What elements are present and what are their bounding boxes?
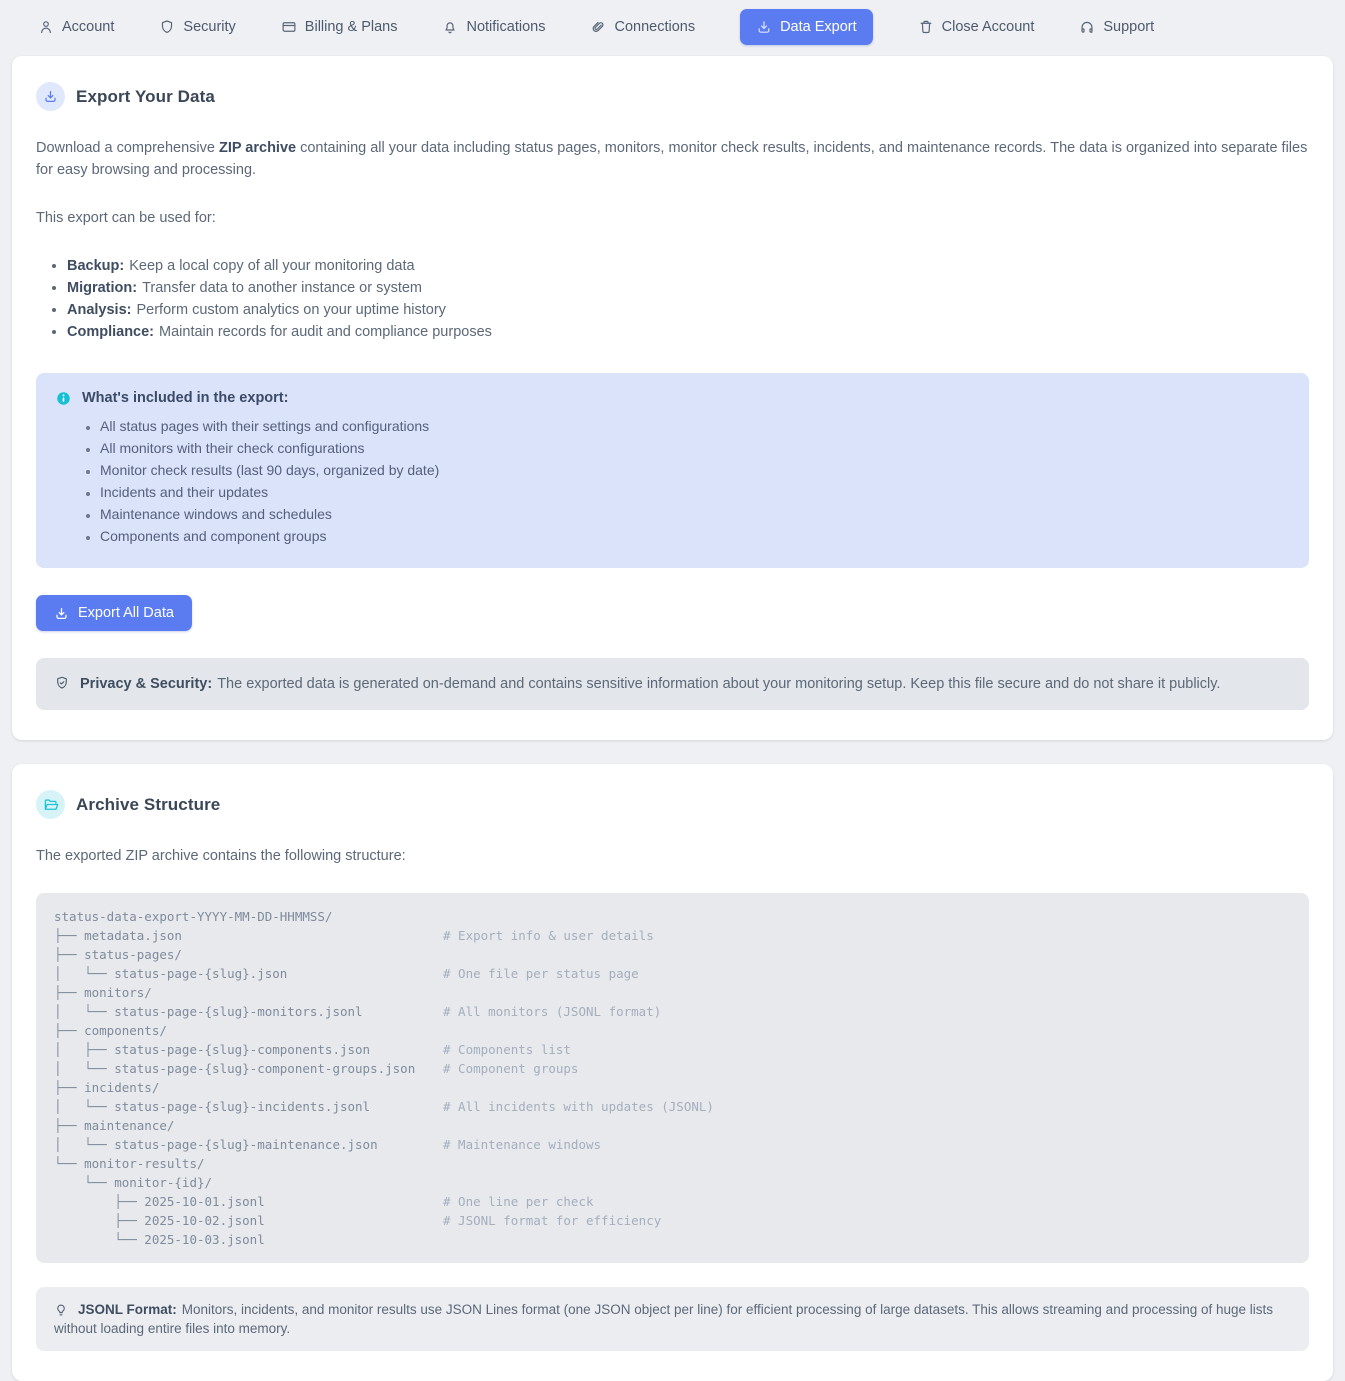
tree-line: ├── incidents/ — [54, 1080, 160, 1095]
included-items-list — [56, 415, 1289, 547]
tab-label: Security — [183, 19, 236, 35]
tab-account[interactable] — [38, 19, 114, 35]
tree-line: status-data-export-YYYY-MM-DD-HHMMSS/ — [54, 909, 333, 924]
tree-line: │ └── status-page-{slug}-incidents.jsonl # All incidents with updates (JSONL) — [54, 1099, 714, 1114]
export-data-card — [12, 56, 1333, 740]
tree-line: ├── status-pages/ — [54, 947, 182, 962]
uses-heading: This export can be used for: — [36, 210, 216, 226]
settings-nav — [0, 0, 1345, 54]
archive-card-header — [36, 790, 1309, 819]
list-item: • Incidents and their updates — [100, 481, 1289, 503]
list-item: • Compliance: Maintain records for audit and compliance purposes — [67, 321, 1309, 343]
list-item: • Migration: Transfer data to another instance or system — [67, 277, 1309, 299]
export-button-label: Export All Data — [78, 605, 174, 621]
list-item: • Analysis: Perform custom analytics on your uptime history — [67, 299, 1309, 321]
tab-label: Billing & Plans — [304, 19, 398, 35]
tab-label: Connections — [614, 19, 696, 35]
tree-line: │ └── status-page-{slug}-monitors.jsonl # All monitors (JSONL format) — [54, 1004, 662, 1019]
folder-open-icon — [36, 790, 65, 819]
list-item: • Monitor check results (last 90 days, organized by date) — [100, 459, 1289, 481]
user-icon — [38, 19, 54, 35]
shield-check-icon — [54, 675, 70, 691]
tab-billing-plans[interactable] — [281, 19, 398, 35]
export-intro: Download a comprehensive ZIP archive containing all your data including status pages, monitors, monitor check results, incidents, and maintenance records. The data is organized into separate files for easy browsing and processing. — [36, 140, 1308, 178]
archive-tree-codeblock — [36, 893, 1309, 1263]
tree-line: ├── 2025-10-01.jsonl # One line per check — [54, 1194, 594, 1209]
info-box-header — [56, 390, 1289, 406]
tab-notifications[interactable] — [442, 19, 545, 35]
tree-line: │ └── status-page-{slug}-component-groups.json # Component groups — [54, 1061, 579, 1076]
tree-line: ├── metadata.json # Export info & user details — [54, 928, 654, 943]
jsonl-format-note — [36, 1287, 1309, 1351]
tab-support[interactable] — [1079, 19, 1154, 35]
tab-security[interactable] — [159, 19, 235, 35]
tree-line: └── monitor-results/ — [54, 1156, 205, 1171]
download-circle-icon — [36, 82, 65, 111]
tree-line: ├── maintenance/ — [54, 1118, 175, 1133]
tree-line: ├── 2025-10-02.jsonl # JSONL format for efficiency — [54, 1213, 662, 1228]
tree-line: ├── components/ — [54, 1023, 167, 1038]
tree-line: ├── monitors/ — [54, 985, 152, 1000]
list-item: • All monitors with their check configurations — [100, 437, 1289, 459]
list-item: • Backup: Keep a local copy of all your monitoring data — [67, 255, 1309, 277]
page-title: Export Your Data — [76, 86, 215, 106]
tab-data-export[interactable] — [740, 9, 873, 45]
credit-card-icon — [281, 19, 297, 35]
headphones-icon — [1079, 19, 1095, 35]
tab-label: Support — [1103, 19, 1155, 35]
list-item: • Components and component groups — [100, 525, 1289, 547]
list-item: • Maintenance windows and schedules — [100, 503, 1289, 525]
bell-icon — [442, 19, 458, 35]
tab-close-account[interactable] — [918, 19, 1035, 35]
tree-line: │ └── status-page-{slug}-maintenance.json # Maintenance windows — [54, 1137, 602, 1152]
export-uses-list — [36, 255, 1309, 343]
info-box-title: What's included in the export: — [82, 390, 289, 406]
tab-connections[interactable] — [590, 19, 695, 35]
export-card-header — [36, 82, 1309, 111]
export-all-data-button[interactable] — [36, 595, 192, 631]
archive-structure-card — [12, 764, 1333, 1381]
trash-icon — [918, 19, 934, 35]
privacy-security-note — [36, 658, 1309, 710]
download-icon — [54, 606, 69, 621]
info-icon — [56, 391, 71, 406]
paperclip-icon — [590, 19, 606, 35]
jsonl-note-term: JSONL Format: — [78, 1302, 177, 1317]
tree-line: │ ├── status-page-{slug}-components.json # Components list — [54, 1042, 571, 1057]
lightbulb-icon — [54, 1303, 68, 1317]
whats-included-box — [36, 373, 1309, 568]
tree-line: │ └── status-page-{slug}.json # One file per status page — [54, 966, 639, 981]
section-title: Archive Structure — [76, 794, 221, 814]
jsonl-note-text: Monitors, incidents, and monitor results use JSON Lines format (one JSON object per line) for efficient processing of large datasets. This allows streaming and processing of huge lists without loading entire files into memory. — [54, 1302, 1274, 1336]
archive-intro: The exported ZIP archive contains the following structure: — [36, 848, 406, 864]
tab-label: Data Export — [780, 19, 857, 35]
download-icon — [756, 19, 772, 35]
privacy-note-term: Privacy & Security: — [80, 676, 213, 692]
privacy-note-text: The exported data is generated on-demand and contains sensitive information about your monitoring setup. Keep this file secure and do not share it publicly. — [217, 676, 1221, 692]
tab-label: Account — [62, 19, 115, 35]
tree-line: └── monitor-{id}/ — [54, 1175, 213, 1190]
shield-icon — [159, 19, 175, 35]
tree-line: └── 2025-10-03.jsonl — [54, 1232, 265, 1247]
tab-label: Close Account — [941, 19, 1035, 35]
list-item: • All status pages with their settings and configurations — [100, 415, 1289, 437]
tab-label: Notifications — [466, 19, 546, 35]
